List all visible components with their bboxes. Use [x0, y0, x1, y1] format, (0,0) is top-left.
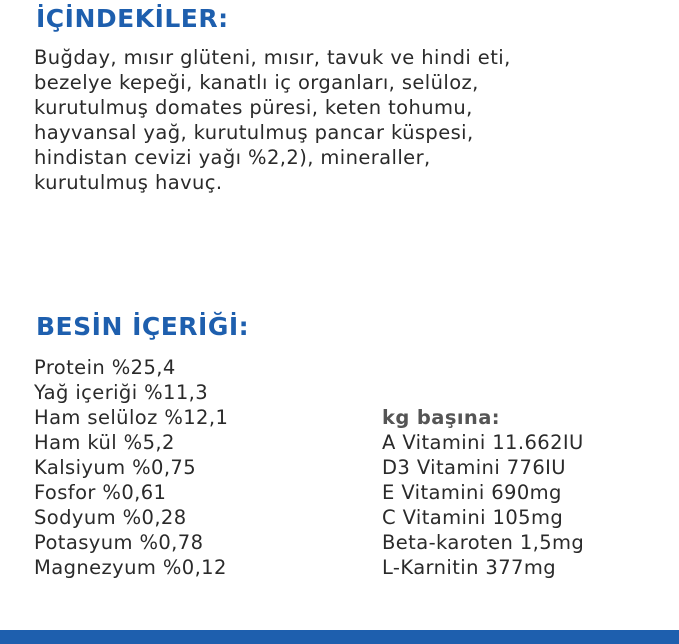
- vitamins-title: kg başına:: [382, 406, 500, 429]
- bottom-color-bar: [0, 630, 679, 644]
- ingredients-line: hindistan cevizi yağı %2,2), mineraller,: [34, 146, 431, 169]
- ingredients-line: Buğday, mısır glüteni, mısır, tavuk ve hindi eti,: [34, 46, 511, 69]
- ingredients-line: kurutulmuş havuç.: [34, 171, 223, 194]
- vitamin-item: A Vitamini 11.662IU: [382, 431, 584, 454]
- nutrient-item: Fosfor %0,61: [34, 481, 167, 504]
- ingredients-heading: İÇİNDEKİLER:: [36, 4, 229, 33]
- nutrient-item: Kalsiyum %0,75: [34, 456, 197, 479]
- vitamin-item: Beta-karoten 1,5mg: [382, 531, 585, 554]
- nutrient-item: Potasyum %0,78: [34, 531, 204, 554]
- vitamin-item: D3 Vitamini 776IU: [382, 456, 566, 479]
- ingredients-line: hayvansal yağ, kurutulmuş pancar küspesi,: [34, 121, 474, 144]
- ingredients-line: bezelye kepeği, kanatlı iç organları, selüloz,: [34, 71, 479, 94]
- nutrient-item: Yağ içeriği %11,3: [34, 381, 209, 404]
- nutrient-item: Magnezyum %0,12: [34, 556, 227, 579]
- vitamin-item: C Vitamini 105mg: [382, 506, 564, 529]
- ingredients-text: [34, 45, 664, 195]
- ingredients-line: kurutulmuş domates püresi, keten tohumu,: [34, 96, 473, 119]
- vitamin-item: E Vitamini 690mg: [382, 481, 562, 504]
- vitamin-item: L-Karnitin 377mg: [382, 556, 557, 579]
- nutrient-item: Ham selüloz %12,1: [34, 406, 229, 429]
- nutrition-heading: BESİN İÇERİĞİ:: [36, 312, 250, 341]
- nutrient-item: Sodyum %0,28: [34, 506, 187, 529]
- nutrient-item: Ham kül %5,2: [34, 431, 175, 454]
- nutrient-item: Protein %25,4: [34, 356, 176, 379]
- vitamins-list: [382, 405, 584, 580]
- nutrients-list: [34, 355, 228, 580]
